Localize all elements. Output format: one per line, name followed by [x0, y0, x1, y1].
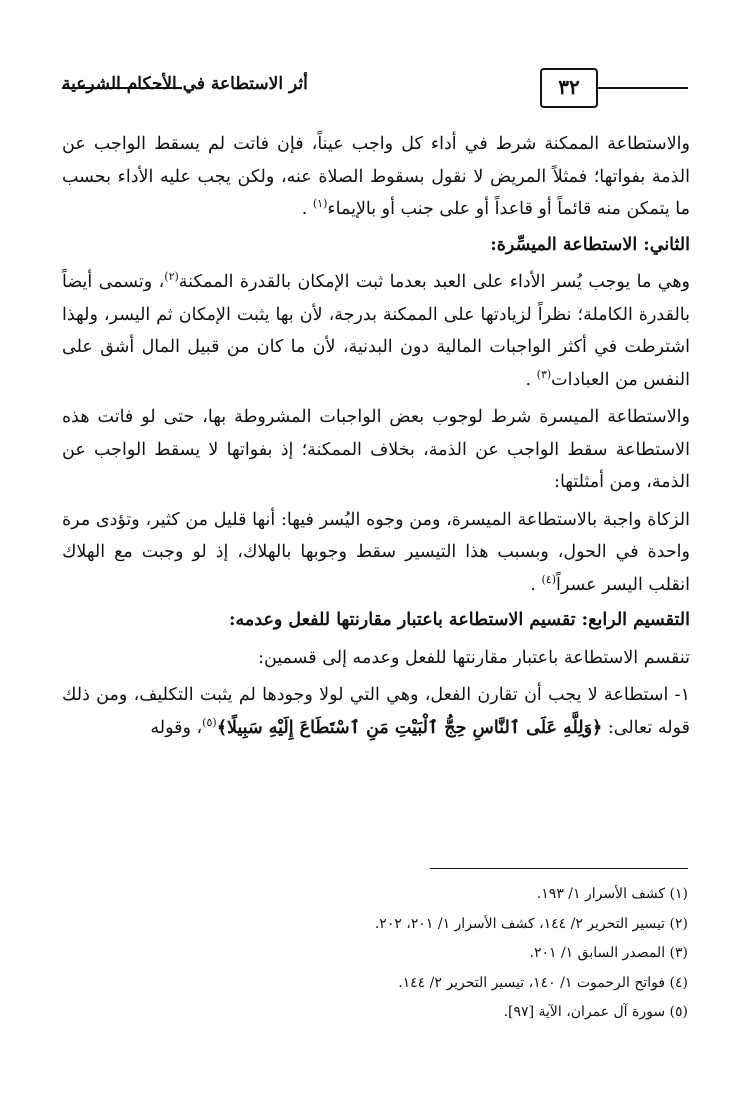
paragraph-4 [62, 504, 690, 602]
footnote-separator [430, 868, 688, 869]
paragraph-3: والاستطاعة الميسرة شرط لوجوب بعض الواجبات المشروطة بها، حتى لو فاتت هذه الاستطاعة سقط الواجب عن الذمة، بخلاف الممكنة؛ إذ بفواتها لا يسقط الواجب عن الذمة، ومن أمثلتها: [62, 407, 690, 492]
footnote-5: (٥) سورة آل عمران، الآية [٩٧]. [503, 1004, 688, 1020]
header-rule-right [596, 87, 688, 89]
paragraph-4-end: . [530, 574, 542, 595]
footnotes [60, 880, 688, 1028]
paragraph-1-end: . [301, 199, 313, 219]
section-heading-second: الثاني: الاستطاعة الميسِّرة: [490, 234, 690, 255]
footnote-4: (٤) فواتح الرحموت ١/ ١٤٠، تيسير التحرير ٢/ ١٤٤. [398, 974, 688, 991]
paragraph-5: تنقسم الاستطاعة باعتبار مقارنتها للفعل وعدمه إلى قسمين: [258, 647, 690, 668]
paragraph-2-end: . [525, 369, 537, 390]
paragraph-4-text: الزكاة واجبة بالاستطاعة الميسرة، ومن وجوه اليُسر فيها: أنها قليل من كثير، وتؤدى مرة واحدة في الحول، وبسبب هذا التيسير سقط وجوبها بالهلاك، إذ لو وجبت مع الهلاك انقلب اليسر عسراً [62, 509, 690, 595]
footnote-ref-4: (٤) [541, 572, 556, 586]
page-number: ٣٢ [540, 68, 598, 108]
footnote-3: (٣) المصدر السابق ١/ ٢٠١. [529, 945, 688, 961]
section-heading-fourth: التقسيم الرابع: تقسيم الاستطاعة باعتبار مقارنتها للفعل وعدمه: [229, 610, 690, 630]
main-text [62, 128, 690, 744]
footnote-ref-5: (٥) [202, 715, 217, 729]
paragraph-2-text-a: وهي ما يوجب يُسر الأداء على العبد بعدما ثبت الإمكان بالقدرة الممكنة [178, 272, 691, 292]
footnote-2: (٢) تيسير التحرير ٢/ ١٤٤، كشف الأسرار ١/ ٢٠١، ٢٠٢. [374, 915, 688, 932]
paragraph-2-text-b: ، وتسمى أيضاً بالقدرة الكاملة؛ نظراً لزيادتها على الممكنة بدرجة، لأن بها يثبت الإمكان ثم اليسر، ولهذا اشترطت في أكثر الواجبات المالية دون البدنية، لأن ما كان من قبيل المال أشق على النفس من العبادات [62, 272, 690, 390]
paragraph-6 [62, 679, 690, 744]
footnote-ref-2: (٢) [164, 270, 179, 284]
paragraph-6-text-b: ، وقوله [150, 717, 203, 738]
footnote-ref-1: (١) [312, 197, 328, 211]
paragraph-6-text-a: ١- استطاعة لا يجب أن تقارن الفعل، وهي التي لولا وجودها لم يثبت التكليف، ومن ذلك قوله تعالى: [62, 685, 690, 738]
page-header [62, 64, 688, 114]
quran-verse: ﴿وَلِلَّهِ عَلَى ٱلنَّاسِ حِجُّ ٱلْبَيْتِ مَنِ ٱسْتَطَاعَ إِلَيْهِ سَبِيلًا﴾ [216, 717, 603, 738]
footnote-ref-3: (٣) [536, 367, 552, 381]
footnote-1: (١) كشف الأسرار ١/ ١٩٣. [536, 886, 688, 902]
paragraph-1 [62, 128, 690, 226]
running-title: أثر الاستطاعة في الأحكام الشرعية [62, 74, 308, 94]
paragraph-2 [62, 266, 690, 396]
paragraph-1-text: والاستطاعة الممكنة شرط في أداء كل واجب عيناً، فإن فاتت لم يسقط الواجب عن الذمة بفواتها؛ فمثلاً المريض لا نقول بسقوط الصلاة عنه، ولكن يجب عليه الأداء بحسب ما يتمكن منه قائماً أو قاعداً أو على جنب أو بالإيماء [62, 134, 690, 219]
